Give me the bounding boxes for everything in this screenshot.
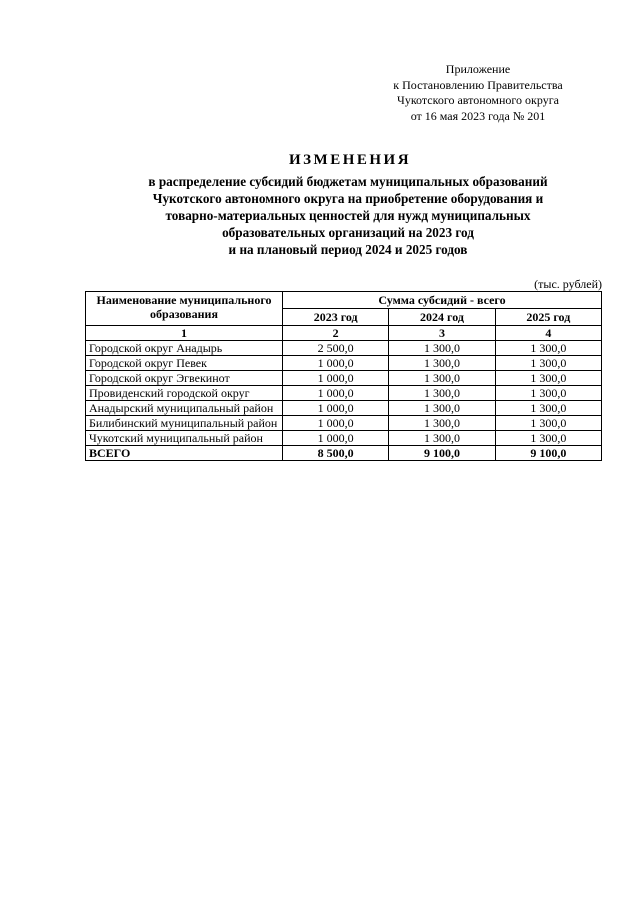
value-2023: 1 000,0 bbox=[283, 416, 389, 431]
header-year: 2023 год bbox=[283, 309, 389, 326]
municipality-name: Городской округ Эгвекинот bbox=[86, 371, 283, 386]
subtitle-line: Чукотского автономного округа на приобретение оборудования и bbox=[152, 191, 544, 206]
value-2025: 1 300,0 bbox=[495, 341, 601, 356]
value-2024: 1 300,0 bbox=[389, 401, 495, 416]
column-number: 1 bbox=[86, 326, 283, 341]
value-2024: 1 300,0 bbox=[389, 386, 495, 401]
column-number: 4 bbox=[495, 326, 601, 341]
municipality-name: Чукотский муниципальный район bbox=[86, 431, 283, 446]
table-total-row bbox=[86, 446, 602, 461]
appendix-header bbox=[380, 62, 576, 124]
column-number: 2 bbox=[283, 326, 389, 341]
appendix-line: от 16 мая 2023 года № 201 bbox=[410, 108, 546, 123]
table-row bbox=[86, 386, 602, 401]
value-2024: 1 300,0 bbox=[389, 356, 495, 371]
municipality-name: Городской округ Певек bbox=[86, 356, 283, 371]
appendix-line: Чукотского автономного округа bbox=[397, 93, 559, 107]
table-row bbox=[86, 341, 602, 356]
value-2025: 1 300,0 bbox=[495, 401, 601, 416]
total-2023: 8 500,0 bbox=[283, 446, 389, 461]
value-2025: 1 300,0 bbox=[495, 386, 601, 401]
column-number: 3 bbox=[389, 326, 495, 341]
table-row bbox=[86, 431, 602, 446]
municipality-name: Провиденский городской округ bbox=[86, 386, 283, 401]
municipality-name: Билибинский муниципальный район bbox=[86, 416, 283, 431]
value-2024: 1 300,0 bbox=[389, 431, 495, 446]
subtitle-line: и на плановый период 2024 и 2025 годов bbox=[228, 242, 468, 257]
value-2023: 1 000,0 bbox=[283, 386, 389, 401]
value-2025: 1 300,0 bbox=[495, 431, 601, 446]
value-2023: 1 000,0 bbox=[283, 356, 389, 371]
value-2023: 1 000,0 bbox=[283, 371, 389, 386]
table-row bbox=[86, 416, 602, 431]
value-2025: 1 300,0 bbox=[495, 416, 601, 431]
appendix-line: Приложение bbox=[445, 62, 511, 76]
value-2023: 1 000,0 bbox=[283, 401, 389, 416]
municipality-name: Городской округ Анадырь bbox=[86, 341, 283, 356]
value-2023: 2 500,0 bbox=[283, 341, 389, 356]
table-row bbox=[86, 356, 602, 371]
subtitle-line: товарно-материальных ценностей для нужд муниципальных bbox=[165, 208, 531, 223]
total-2024: 9 100,0 bbox=[389, 446, 495, 461]
header-sum: Сумма субсидий - всего bbox=[283, 292, 602, 309]
value-2024: 1 300,0 bbox=[389, 371, 495, 386]
document-title: ИЗМЕНЕНИЯ bbox=[288, 152, 412, 168]
units-label: (тыс. рублей) bbox=[534, 277, 602, 291]
table-header-row bbox=[86, 292, 602, 309]
value-2024: 1 300,0 bbox=[389, 341, 495, 356]
subsidy-table bbox=[85, 291, 602, 461]
subtitle-line: образовательных организаций на 2023 год bbox=[222, 225, 474, 240]
value-2025: 1 300,0 bbox=[495, 371, 601, 386]
table-row bbox=[86, 371, 602, 386]
table-body bbox=[86, 341, 602, 446]
subtitle-line: в распределение субсидий бюджетам муниципальных образований bbox=[148, 174, 548, 189]
table-row bbox=[86, 401, 602, 416]
value-2024: 1 300,0 bbox=[389, 416, 495, 431]
header-year: 2025 год bbox=[495, 309, 601, 326]
column-number-row bbox=[86, 326, 602, 341]
value-2025: 1 300,0 bbox=[495, 356, 601, 371]
header-name: Наименование муниципального образования bbox=[86, 292, 283, 326]
total-2025: 9 100,0 bbox=[495, 446, 601, 461]
header-year: 2024 год bbox=[389, 309, 495, 326]
total-label: ВСЕГО bbox=[86, 446, 283, 461]
document-subtitle bbox=[76, 173, 620, 258]
value-2023: 1 000,0 bbox=[283, 431, 389, 446]
appendix-line: к Постановлению Правительства bbox=[393, 77, 563, 92]
municipality-name: Анадырский муниципальный район bbox=[86, 401, 283, 416]
